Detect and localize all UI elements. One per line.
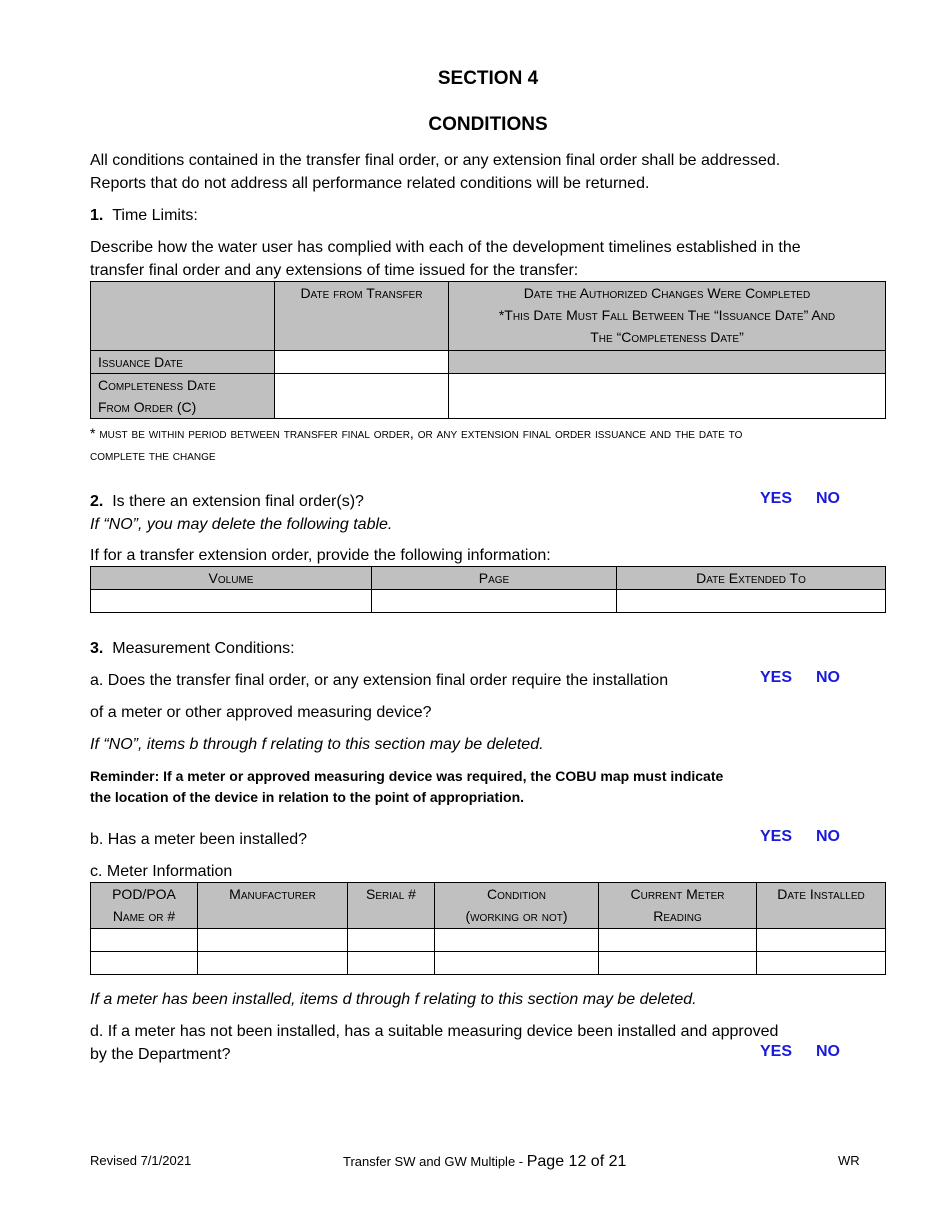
item1-desc-line-1: Describe how the water user has complied with each of the development timelines established in the [90, 239, 801, 256]
time-limits-note: * must be within period between transfer final order, or any extension final order issuance and the date to complete the change [90, 425, 743, 463]
item3c-italic-note: If a meter has been installed, items d through f relating to this section may be deleted. [90, 991, 697, 1008]
issuance-date-completed-cell [449, 351, 886, 374]
item3d-line-1: d. If a meter has not been installed, has a suitable measuring device been installed and approved [90, 1023, 779, 1040]
page-cell[interactable] [372, 590, 617, 613]
item3-heading [90, 637, 295, 660]
item3b-line: b. Has a meter been installed? [90, 831, 308, 848]
completeness-date-completed-cell[interactable] [449, 374, 886, 419]
item3a-yes-option[interactable]: YES [760, 669, 793, 686]
item1-heading [90, 204, 198, 227]
item2-question: Is there an extension final order(s)? [112, 493, 364, 510]
item3c-line: c. Meter Information [90, 863, 233, 880]
completeness-date-transfer-cell[interactable] [275, 374, 449, 419]
item1-label: Time Limits: [112, 207, 198, 224]
item2-number: 2. [90, 493, 104, 510]
item3a-line-1: a. Does the transfer final order, or any extension final order require the installation [90, 672, 669, 689]
item3b-no-option[interactable]: NO [816, 828, 840, 845]
meter-cell[interactable] [198, 952, 348, 975]
extension-header-row [91, 567, 886, 590]
meter-cell[interactable] [435, 952, 599, 975]
date-extended-cell[interactable] [617, 590, 886, 613]
footer-doc-name: Transfer SW and GW Multiple - [343, 1154, 527, 1169]
item3-label: Measurement Conditions: [112, 640, 295, 657]
item2-italic-note: If “NO”, you may delete the following table. [90, 516, 393, 533]
meter-header-row [91, 883, 886, 929]
item2-yes-option[interactable]: YES [760, 490, 793, 507]
table-row-issuance [91, 351, 886, 374]
meter-cell[interactable] [198, 929, 348, 952]
item3a-italic-note: If “NO”, items b through f relating to this section may be deleted. [90, 736, 544, 753]
footer-code: WR [838, 1153, 860, 1168]
extension-data-row [91, 590, 886, 613]
meter-cell[interactable] [599, 952, 757, 975]
meter-cell[interactable] [348, 952, 435, 975]
header-current-reading: Current Meter Reading [599, 883, 757, 929]
item3a-line-2: of a meter or other approved measuring device? [90, 704, 432, 721]
time-limits-table [90, 281, 886, 419]
item2-no-option[interactable]: NO [816, 490, 840, 507]
meter-info-table [90, 882, 886, 975]
meter-cell[interactable] [348, 929, 435, 952]
item3d-yes-option[interactable]: YES [760, 1043, 793, 1060]
intro-line-2: Reports that do not address all performance related conditions will be returned. [90, 175, 650, 192]
item3d-line-2: by the Department? [90, 1046, 231, 1063]
item2-heading [90, 490, 364, 513]
meter-row [91, 929, 886, 952]
footer-center [343, 1153, 626, 1171]
item3b-yes-option[interactable]: YES [760, 828, 793, 845]
intro-line-1: All conditions contained in the transfer final order, or any extension final order shall be addressed. [90, 152, 781, 169]
item1-desc-line-2: transfer final order and any extensions of time issued for the transfer: [90, 262, 579, 279]
meter-cell[interactable] [757, 929, 886, 952]
header-date-extended: Date Extended To [617, 567, 886, 590]
completeness-date-label: Completeness Date From Order (C) [91, 374, 275, 419]
header-serial: Serial # [348, 883, 435, 929]
meter-cell[interactable] [91, 952, 198, 975]
section-subtitle: CONDITIONS [428, 114, 548, 135]
item3a-no-option[interactable]: NO [816, 669, 840, 686]
header-volume: Volume [91, 567, 372, 590]
header-date-completed: Date the Authorized Changes Were Completed *This Date Must Fall Between The “Issuance Date” And The “Completeness Date” [449, 282, 886, 351]
meter-cell[interactable] [757, 952, 886, 975]
header-manufacturer: Manufacturer [198, 883, 348, 929]
header-date-installed: Date Installed [757, 883, 886, 929]
meter-cell[interactable] [435, 929, 599, 952]
item3d-no-option[interactable]: NO [816, 1043, 840, 1060]
item2-info-line: If for a transfer extension order, provide the following information: [90, 547, 551, 564]
time-limits-header-row [91, 282, 886, 351]
item3-number: 3. [90, 640, 104, 657]
extension-table [90, 566, 886, 613]
footer-page-number: Page 12 of 21 [526, 1153, 627, 1170]
reminder-note: Reminder: If a meter or approved measuring device was required, the COBU map must indicate the location of the device in relation to the point of appropriation. [90, 768, 724, 805]
time-limits-header-empty [91, 282, 275, 351]
meter-cell[interactable] [599, 929, 757, 952]
meter-row [91, 952, 886, 975]
header-date-from-transfer: Date from Transfer [275, 282, 449, 351]
header-page: Page [372, 567, 617, 590]
meter-cell[interactable] [91, 929, 198, 952]
issuance-date-transfer-cell[interactable] [275, 351, 449, 374]
footer-revised: Revised 7/1/2021 [90, 1153, 192, 1168]
item1-number: 1. [90, 207, 104, 224]
header-condition: Condition (working or not) [435, 883, 599, 929]
issuance-date-label: Issuance Date [91, 351, 275, 374]
header-pod-poa: POD/POA Name or # [91, 883, 198, 929]
table-row-completeness [91, 374, 886, 419]
volume-cell[interactable] [91, 590, 372, 613]
section-title: SECTION 4 [437, 68, 539, 89]
